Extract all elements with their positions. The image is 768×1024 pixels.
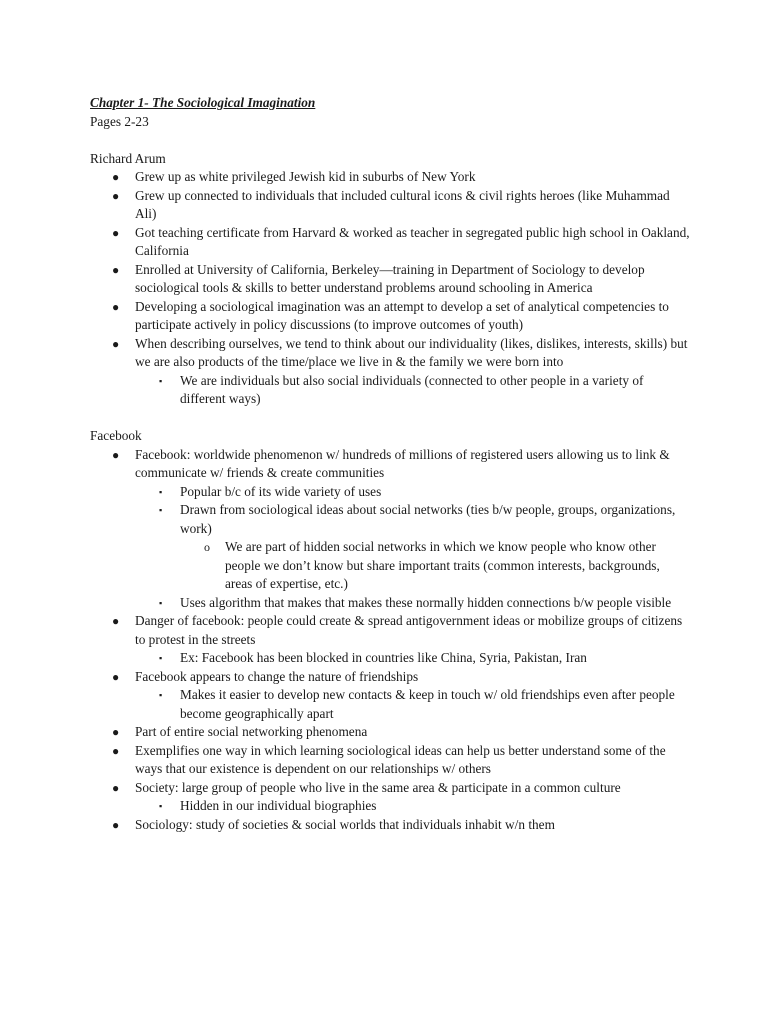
list-item: ● Enrolled at University of California, Berkeley—training in Department of Sociology to develop sociological tools & skills to better understand problems around schooling in America	[112, 261, 645, 295]
chapter-title: Chapter 1- The Sociological Imagination	[90, 95, 316, 110]
bullet-icon: ●	[112, 447, 120, 462]
list-item: ● Danger of facebook: people could create & spread antigovernment ideas or mobilize groups of citizens to protest in the streets ▪ Ex: Facebook has been blocked in countries like China, Syria, Pakistan, Iran	[90, 612, 690, 668]
page-range: Pages 2-23	[90, 113, 149, 129]
bullet-icon: ●	[112, 225, 120, 240]
sub-list	[135, 649, 690, 668]
sub-list-item: ▪ Ex: Facebook has been blocked in countries like China, Syria, Pakistan, Iran	[135, 649, 690, 668]
bullet-icon: ●	[112, 336, 120, 351]
section-heading-arum: Richard Arum	[90, 150, 166, 166]
bullet-icon: ●	[112, 780, 120, 795]
bullet-icon: ●	[112, 725, 120, 739]
section-heading-facebook: Facebook	[90, 428, 142, 443]
sub-list-item: ▪ Makes it easier to develop new contacts & keep in touch w/ old friendships even after people become geographically apart	[159, 687, 675, 721]
list-item: ● Grew up as white privileged Jewish kid in suburbs of New York	[90, 168, 690, 187]
list-item: ● Got teaching certificate from Harvard & worked as teacher in segregated public high school in Oakland, California	[112, 224, 690, 258]
sub-list-item: ▪ Drawn from sociological ideas about social networks (ties b/w people, groups, organizations, work) o We are part of hidden social networks in which we know people who know other people we don’t know but share important traits (common interests, backgrounds, areas of expertise, etc.)	[135, 501, 690, 594]
list-item: ● Sociology: study of societies & social worlds that individuals inhabit w/n them	[90, 816, 690, 835]
sub-list-item: ▪ Hidden in our individual biographies	[135, 797, 690, 816]
bullet-icon: ●	[112, 817, 120, 832]
list-item: ● Facebook appears to change the nature of friendships ▪ Makes it easier to develop new contacts & keep in touch w/ old friendships even after people become geographically apart	[90, 668, 690, 724]
square-bullet-icon: ▪	[159, 505, 163, 515]
sub-list-item: ▪ Uses algorithm that makes that makes these normally hidden connections b/w people visible	[135, 594, 690, 613]
sub-sub-list	[180, 538, 690, 594]
bullet-icon: ●	[112, 299, 120, 314]
list-item: ● When describing ourselves, we tend to think about our individuality (likes, dislikes, interests, skills) but we are also products of the time/place we live in & the family we were born into ▪ We are individuals but also social individuals (connected to other people in a variety of different ways)	[90, 335, 690, 409]
bullet-icon: ●	[112, 188, 120, 203]
square-bullet-icon: ▪	[159, 690, 163, 700]
list-item: ● Facebook: worldwide phenomenon w/ hundreds of millions of registered users allowing us to link & communicate w/ friends & create communities ▪ Popular b/c of its wide variety of uses ▪ Drawn from sociological ideas about social networks (ties b/w people, groups, organizations, work) o We are part of hidden social networks in which we know people who know other people we don’t know but share important traits (common interests, backgrounds, areas of expertise, etc.) ▪ Uses algorithm that makes that makes these normally hidden connections b/w people visible	[90, 446, 690, 613]
bullet-icon: ●	[112, 743, 120, 758]
sub-list	[135, 686, 690, 723]
bullet-icon: ●	[112, 614, 120, 628]
sub-list-item: ▪ Popular b/c of its wide variety of uses	[135, 483, 690, 502]
square-bullet-icon: ▪	[159, 801, 163, 811]
square-bullet-icon: ▪	[159, 653, 163, 663]
sub-list-item: ▪ We are individuals but also social individuals (connected to other people in a variety of different ways)	[159, 372, 644, 406]
circle-bullet-icon: o	[204, 540, 210, 554]
square-bullet-icon: ▪	[159, 375, 163, 386]
list-item: ● Exemplifies one way in which learning sociological ideas can help us better understand some of the ways that our existence is dependent on our relationships w/ others	[112, 742, 666, 776]
bullet-icon: ●	[112, 262, 120, 277]
paragraph-gap	[90, 409, 768, 428]
square-bullet-icon: ▪	[159, 597, 163, 608]
list-item: ● Developing a sociological imagination was an attempt to develop a set of analytical competencies to participate actively in policy discussions (to improve outcomes of youth)	[112, 298, 669, 332]
sub-sub-list-item: o We are part of hidden social networks in which we know people who know other people we don’t know but share important traits (common interests, backgrounds, areas of expertise, etc.)	[204, 539, 660, 591]
list-item: ● Part of entire social networking phenomena	[90, 723, 690, 742]
sub-list	[135, 372, 690, 409]
list-item: ● Society: large group of people who live in the same area & participate in a common culture ▪ Hidden in our individual biographies	[90, 779, 690, 816]
sub-list	[135, 797, 690, 816]
square-bullet-icon: ▪	[159, 486, 163, 497]
list-item: ● Grew up connected to individuals that included cultural icons & civil rights heroes (like Muhammad Ali)	[112, 187, 670, 221]
facebook-list	[90, 446, 768, 835]
sub-list	[135, 483, 690, 613]
bullet-icon: ●	[112, 170, 120, 184]
bullet-icon: ●	[112, 669, 120, 684]
arum-list	[90, 168, 768, 409]
